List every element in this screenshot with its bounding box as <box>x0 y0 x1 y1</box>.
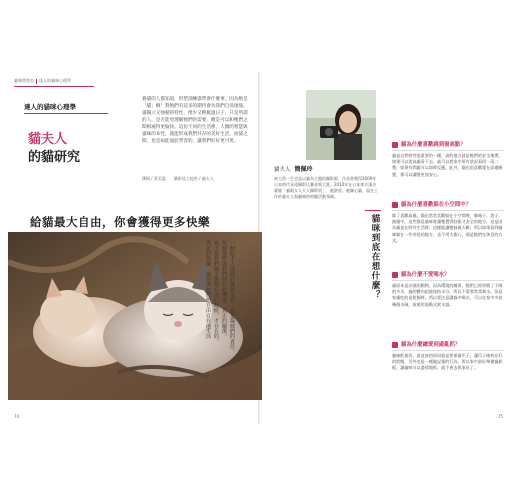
running-header <box>14 78 71 84</box>
vertical-text-column: 一個給予人最棒的貓咪友愛，也是貓咪們的責任， <box>229 240 235 355</box>
qa-divider <box>392 350 504 351</box>
qa-question-text: 貓為什麼喜歡跳到窗高點？ <box>401 142 466 148</box>
qa-divider <box>392 210 504 211</box>
author-role: 貓夫人 <box>274 167 291 173</box>
article-headline: 給貓最大自由，你會獲得更多快樂 <box>30 215 210 229</box>
qa-question <box>392 270 504 278</box>
qa-question <box>392 140 504 148</box>
vertical-text-column: 真正的快樂，就是讓牠們能自由自在地生活 <box>205 240 211 339</box>
author-portrait <box>306 90 376 160</box>
qa-answer: 貓咪抓東西，最直接的原因就是要保養爪子，讓爪子維持在好的狀態，另外也是一種做記號的行為。所以家中最好準備貓抓板，讓貓咪可以盡情地抓，就不會去抓家具了。 <box>392 353 503 371</box>
bullet-icon <box>392 342 398 348</box>
header-rule <box>14 86 94 87</box>
author-portrait-illustration <box>306 90 376 160</box>
qa-item <box>392 200 504 244</box>
header-section: 貓咪問答室 <box>14 78 34 83</box>
header-subtitle: 達人的貓咪心理學 <box>39 78 71 83</box>
author-name-line <box>274 164 313 173</box>
vertical-section-title: 貓咪到底在想什麼？ <box>365 210 381 314</box>
qa-question-text: 貓為什麼總愛到處亂抓？ <box>401 342 461 348</box>
qa-answer: 除了喜歡高處，貓也常常喜歡躲在小空間裡，像箱子、袋子、抽屜中，這些都是貓咪會讓牠覺得舒服又安全的地方。這是因為貓是在野外生活時，這樣能讓牠躲避天敵。所以如果看到貓咪躲在一些奇怪的地方，也不用太擔心，那是牠們在休息的方式。 <box>392 213 503 243</box>
article-title-line1: 貓夫人 <box>28 132 68 147</box>
qa-divider <box>392 150 504 151</box>
author-bio: 東大寫一生也是以貓為主題的攝影師，作品曾獲得2009年日本時代長遠攝影比賽金獎大賞。2010年在日本東京淺谷畫廊「貓眼女人天人攝影展」，她熱衷、她關心貓，現在工作於貓夫人與貓咪的相關活動領域。 <box>274 176 378 199</box>
author-name: 簡佩玲 <box>294 166 313 173</box>
intro-paragraph: 養貓的人都知道，形塑訓練貓學會什麼事，因為牠是「貓」啊！對牠們有這多的期待會為我們自尋煩惱。貓獨立又強韌的特性，像少又輕鬆過日子，只是所謂的人，是否能更理解牠們的需要，總是可以和牠們之間相處得更愉快。這份不同的生活裡，人類的智慧與貓咪的本性，就能形成我們共存的美好生活，而貓之間，也是如此彼此學習的，讓我們好好更可愛。 <box>142 97 248 144</box>
vertical-text-column: 每個貓咪與我們同在的機會，真正的關係， <box>221 240 227 339</box>
bullet-icon <box>392 202 398 208</box>
page-number-left: 74 <box>14 414 20 419</box>
series-title-block <box>24 102 108 182</box>
qa-item <box>392 140 504 178</box>
article-title-line2: 的貓研究 <box>28 150 81 165</box>
qa-item <box>392 270 504 308</box>
bullet-icon <box>392 272 398 278</box>
qa-answer: 貓原本是沙漠的動物，因為環境的關係，牠們已經習慣了不喝很多水，貓的體內很能保持水分，所以不需要常常喝水。但是家貓吃的是乾飼料，所以要注意讓貓多喝水，可以在家中多放幾個水碗，或使用流動式飲水器。 <box>392 283 503 307</box>
qa-question-text: 貓為什麼不愛喝水？ <box>401 272 450 278</box>
photo-credit: 撰稿 / 黃美惠 攝影協力提供 / 貓夫人 <box>142 176 214 181</box>
qa-item <box>392 340 504 372</box>
qa-question <box>392 200 504 208</box>
qa-question-text: 貓為什麼喜歡躲在小空間中？ <box>401 202 472 208</box>
header-divider <box>36 79 37 84</box>
vertical-text-column: 並不是我們施予貓咪自由的時候，才存在的， <box>213 240 219 344</box>
series-label: 達人的貓咪心理學 <box>24 102 108 114</box>
qa-question <box>392 340 504 348</box>
qa-answer: 貓是自然野性很重要的一種，高的地方就是牠們的安全地帶。如果可以從高處看下去，就可以把家中所有狀況看得一清二楚，如果有問題可以即時反應。此外，貓也很喜歡爬在高處睡覺，那可以讓牠更加安心。 <box>392 153 503 177</box>
qa-divider <box>392 280 504 281</box>
bullet-icon <box>392 142 398 148</box>
page-number-right: 75 <box>498 414 504 419</box>
